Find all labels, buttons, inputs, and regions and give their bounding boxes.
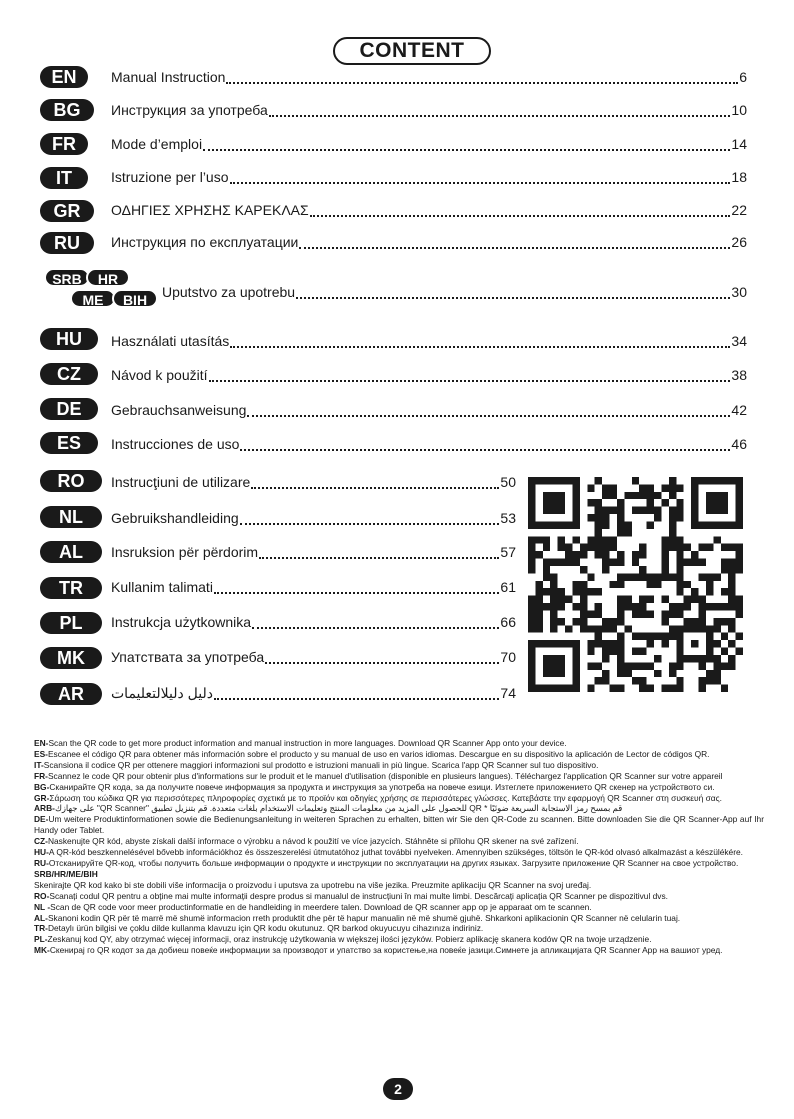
toc-leader: [296, 297, 730, 299]
toc-leader: [299, 247, 730, 249]
toc-label: Návod k použití: [111, 367, 208, 383]
note-language-prefix: NL -: [34, 901, 51, 912]
badge-srb: SRB: [44, 268, 90, 287]
toc-label: Упатствата за употреба: [111, 649, 265, 665]
toc-label: ΟΔΗΓΙΕΣ ΧΡΗΣΗΣ ΚΑΡΕΚΛΑΣ: [111, 202, 309, 218]
note-language-prefix: DE-: [34, 814, 49, 825]
toc-leader: [209, 380, 731, 382]
note-language-prefix: TR-: [34, 923, 48, 934]
toc-page: 14: [731, 136, 747, 152]
toc-label: Uputstvo za upotrebu: [162, 284, 296, 300]
badge-mk: MK: [40, 647, 102, 669]
toc-page: 26: [731, 234, 747, 250]
badge-fr: FR: [40, 133, 88, 155]
toc-item-gr[interactable]: [111, 201, 747, 219]
toc-page: 50: [500, 474, 516, 490]
badge-tr: TR: [40, 577, 102, 599]
toc-leader: [203, 149, 730, 151]
toc-item-ro[interactable]: [111, 473, 516, 491]
note-language-prefix: RU-: [34, 857, 49, 868]
note-language-prefix: FR-: [34, 770, 48, 781]
toc-item-al[interactable]: [111, 543, 516, 561]
note-language-prefix: BG-: [34, 781, 50, 792]
toc-label: دليل دليلالتعليمات: [111, 685, 213, 701]
toc-item-hu[interactable]: [111, 332, 747, 350]
badge-hu: HU: [40, 328, 98, 350]
toc-page: 18: [731, 169, 747, 185]
note-paragraph: [34, 869, 764, 891]
page-title: CONTENT: [333, 37, 491, 65]
note-language-prefix: CZ-: [34, 836, 48, 847]
note-text: Scannez le code QR pour obtenir plus d'informations sur le produit et le manuel d'utilisation (disponible en plusieurs langues). Téléchargez l'application QR Scanner sur votre appareil: [47, 770, 723, 781]
note-paragraph: [34, 782, 764, 793]
note-text: Scansiona il codice QR per ottenere maggiori informazioni sul prodotto e istruzioni manuali in più lingue. Scarica l'app QR Scanner sul tuo dispositivo.: [43, 759, 599, 770]
note-paragraph: [34, 902, 764, 913]
toc-item-cz[interactable]: [111, 366, 747, 384]
note-text: Um weitere Produktinformationen sowie die Bedienungsanleitung in weiteren Sprachen zu erhalten, bitten wir Sie den QR-Code zu scannen. Bitte downloaden Sie die QR Scanner-App auf Ihr Handy oder Tablet.: [34, 814, 764, 836]
toc-page: 10: [731, 102, 747, 118]
toc-label: Mode d’emploi: [111, 136, 203, 152]
toc-leader: [269, 115, 731, 117]
note-language-prefix: RO-: [34, 890, 50, 901]
qr-code-icon[interactable]: [528, 477, 743, 692]
toc-leader: [226, 82, 738, 84]
toc-leader: [230, 182, 731, 184]
toc-item-mk[interactable]: [111, 648, 516, 666]
toc-label: Инструкция по експлуатации: [111, 234, 299, 250]
toc-page: 57: [500, 544, 516, 560]
note-language-prefix: ES-: [34, 748, 48, 759]
badge-gr: GR: [40, 200, 94, 222]
note-text: Naskenujte QR kód, abyste získali další informace o výrobku a návod k použití ve více jazycích. Stáhněte si přílohu QR skener na své zařízení.: [47, 836, 579, 847]
note-language-prefix: EN-: [34, 738, 49, 748]
note-paragraph: [34, 847, 764, 858]
toc-leader: [251, 487, 499, 489]
note-language-prefix: ARB-: [34, 803, 55, 814]
note-paragraph: [34, 803, 764, 814]
toc-page: 74: [500, 685, 516, 701]
note-language-prefix: HU-: [34, 847, 49, 858]
note-language-prefix: MK-: [34, 945, 50, 956]
toc-leader: [259, 557, 499, 559]
note-paragraph: [34, 760, 764, 771]
toc-label: Istruzione per l’uso: [111, 169, 229, 185]
toc-label: Gebruikshandleiding: [111, 510, 239, 526]
toc-item-fr[interactable]: [111, 135, 747, 153]
toc-label: Kullanim talimati: [111, 579, 213, 595]
badge-cz: CZ: [40, 363, 98, 385]
note-text: Zeskanuj kod QY, aby otrzymać więcej informacji, oraz instrukcję użytkowania w większej ilości języków. Pobierz aplikację skanera kodów QR na twoje urządzenie.: [47, 934, 652, 945]
toc-leader: [230, 346, 730, 348]
badge-nl: NL: [40, 506, 102, 528]
toc-item-pl[interactable]: [111, 613, 516, 631]
note-paragraph: [34, 945, 764, 956]
toc-item-tr[interactable]: [111, 578, 516, 596]
badge-bg: BG: [40, 99, 94, 121]
toc-label: Manual Instruction: [111, 69, 226, 85]
toc-page: 70: [500, 649, 516, 665]
toc-page: 22: [731, 202, 747, 218]
toc-leader: [240, 449, 730, 451]
note-text: Scan de QR code voor meer productinformatie en de handleiding in meerdere talen. Download de QR scanner app op je apparaat om te scannen.: [50, 901, 592, 912]
toc-leader: [240, 523, 500, 525]
note-paragraph: [34, 923, 764, 934]
toc-label: Gebrauchsanweisung: [111, 402, 247, 418]
page-number: 2: [383, 1078, 413, 1100]
note-text: Скенирај го QR кодот за да добиеш повеќе информации за производот и упатство за користење,на повеќе јазици.Симнете ја апликацијата QR Scanner App на вашиот уред.: [49, 945, 723, 956]
toc-item-ar[interactable]: [111, 684, 516, 702]
toc-page: 61: [500, 579, 516, 595]
toc-item-nl[interactable]: [111, 509, 516, 527]
badge-hr: HR: [86, 268, 130, 287]
toc-label: Instrucţiuni de utilizare: [111, 474, 251, 490]
badge-ru: RU: [40, 232, 94, 254]
note-text: Scanați codul QR pentru a obține mai multe informații despre produs si manualul de instrucțiuni în mai multe limbi. Descărcați aplicația QR Scanner pe dispozitivul dvs.: [49, 890, 669, 901]
toc-item-it[interactable]: [111, 168, 747, 186]
toc-label: Használati utasítás: [111, 333, 230, 349]
note-text: Отсканируйте QR-код, чтобы получить больше информации о продукте и инструкции по эксплуатации на других языках. Загрузите приложение QR Scanner на свое устройство.: [48, 857, 739, 868]
note-paragraph: [34, 858, 764, 869]
note-paragraph: [34, 913, 764, 924]
badge-it: IT: [40, 167, 88, 189]
note-paragraph: [34, 749, 764, 760]
badge-es: ES: [40, 432, 98, 454]
note-text: Σάρωση του κώδικα QR για περισσότερες πληροφορίες σχετικά με το προϊόν και οδηγίες χρήσης σε περισσότερες γλώσσες. Κατεβάστε την εφαρμογή QR Scanner στη συσκευή σας.: [49, 792, 722, 803]
note-text: A QR-kód beszkennelésével bővebb információkhoz és összeszerelési útmutatóhoz juthat további nyelveken. Amennyiben szükséges, töltsön le QR-kód olvasó alkalmazást a készülékére.: [48, 847, 743, 858]
note-paragraph: [34, 738, 764, 749]
note-text: Detaylı ürün bilgisi ve çoklu dilde kullanma klavuzu için QR kodu okutunuz. QR barkod okuyucuyu cihazınıza indiriniz.: [47, 923, 484, 934]
note-text: Scan the QR code to get more product information and manual instruction in more languages. Download QR Scanner App onto your device.: [48, 738, 567, 748]
note-paragraph: [34, 771, 764, 782]
toc-item-en[interactable]: [111, 68, 747, 86]
toc-leader: [247, 415, 730, 417]
toc-label: Instrucciones de uso: [111, 436, 240, 452]
toc-leader: [252, 627, 499, 629]
toc-leader: [214, 592, 499, 594]
toc-label: Insruksion për përdorim: [111, 544, 259, 560]
note-paragraph: [34, 891, 764, 902]
toc-page: 38: [731, 367, 747, 383]
note-text: Skanoni kodin QR për të marrë më shumë informacion rreth produktit dhe për të hapur manualin në më shumë gjuhë. Shkarkoni aplikacionin QR Scanner në celularin tuaj.: [47, 912, 681, 923]
note-paragraph: [34, 814, 764, 836]
note-text: Сканирайте QR кода, за да получите повече информация за продукта и инструкция за употреба на повече езици. Изтеглете приложението QR скенер на устройството си.: [49, 781, 715, 792]
badge-al: AL: [40, 541, 102, 563]
toc-page: 66: [500, 614, 516, 630]
note-language-prefix: PL-: [34, 934, 48, 945]
note-language-prefix: IT-: [34, 759, 44, 770]
note-text: على جهازك "QR Scanner" للحصول على المزيد من معلومات المنتج وتعليمات الاستخدام بلغات متعددة. قم بتنزيل تطبيق QR * قم بمسح رمز الاستجابة السريعة ضوئيًا: [54, 803, 623, 814]
toc-label: Instrukcja użytkownika: [111, 614, 252, 630]
toc-page: 34: [731, 333, 747, 349]
toc-page: 53: [500, 510, 516, 526]
note-language-prefix: GR-: [34, 792, 50, 803]
toc-item-de[interactable]: [111, 401, 747, 419]
qr-instructions: [34, 738, 764, 956]
toc-leader: [310, 215, 731, 217]
note-language-prefix: SRB/HR/ME/BIH: [34, 868, 98, 879]
toc-item-bg[interactable]: [111, 101, 747, 119]
toc-page: 42: [731, 402, 747, 418]
note-text: Escanee el código QR para obtener más información sobre el producto y su manual de uso en varios idiomas. Descargue en su dispositivo la aplicación de Lector de códigos QR.: [47, 748, 710, 759]
toc-item-es[interactable]: [111, 435, 747, 453]
toc-leader: [214, 698, 499, 700]
badge-ar: AR: [40, 683, 102, 705]
note-paragraph: [34, 836, 764, 847]
toc-page: 46: [731, 436, 747, 452]
toc-page: 30: [731, 284, 747, 300]
badge-pl: PL: [40, 612, 102, 634]
toc-leader: [265, 662, 499, 664]
badge-me: ME: [70, 289, 116, 308]
toc-label: Инструкция за употреба: [111, 102, 268, 118]
toc-item-srb-hr-me-bih[interactable]: [162, 283, 747, 301]
toc-item-ru[interactable]: [111, 233, 747, 251]
badge-bih: BIH: [112, 289, 158, 308]
badge-en: EN: [40, 66, 88, 88]
note-language-prefix: AL-: [34, 912, 48, 923]
note-text: Skenirajte QR kod kako bi ste dobili više informacija o proizvodu i uputsva za upotrebu na više jezika. Preuzmite aplikaciju QR Scanner na svoj uređaj.: [34, 879, 592, 890]
toc-page: 6: [739, 69, 747, 85]
badge-de: DE: [40, 398, 98, 420]
note-paragraph: [34, 793, 764, 804]
badge-ro: RO: [40, 470, 102, 492]
note-paragraph: [34, 934, 764, 945]
